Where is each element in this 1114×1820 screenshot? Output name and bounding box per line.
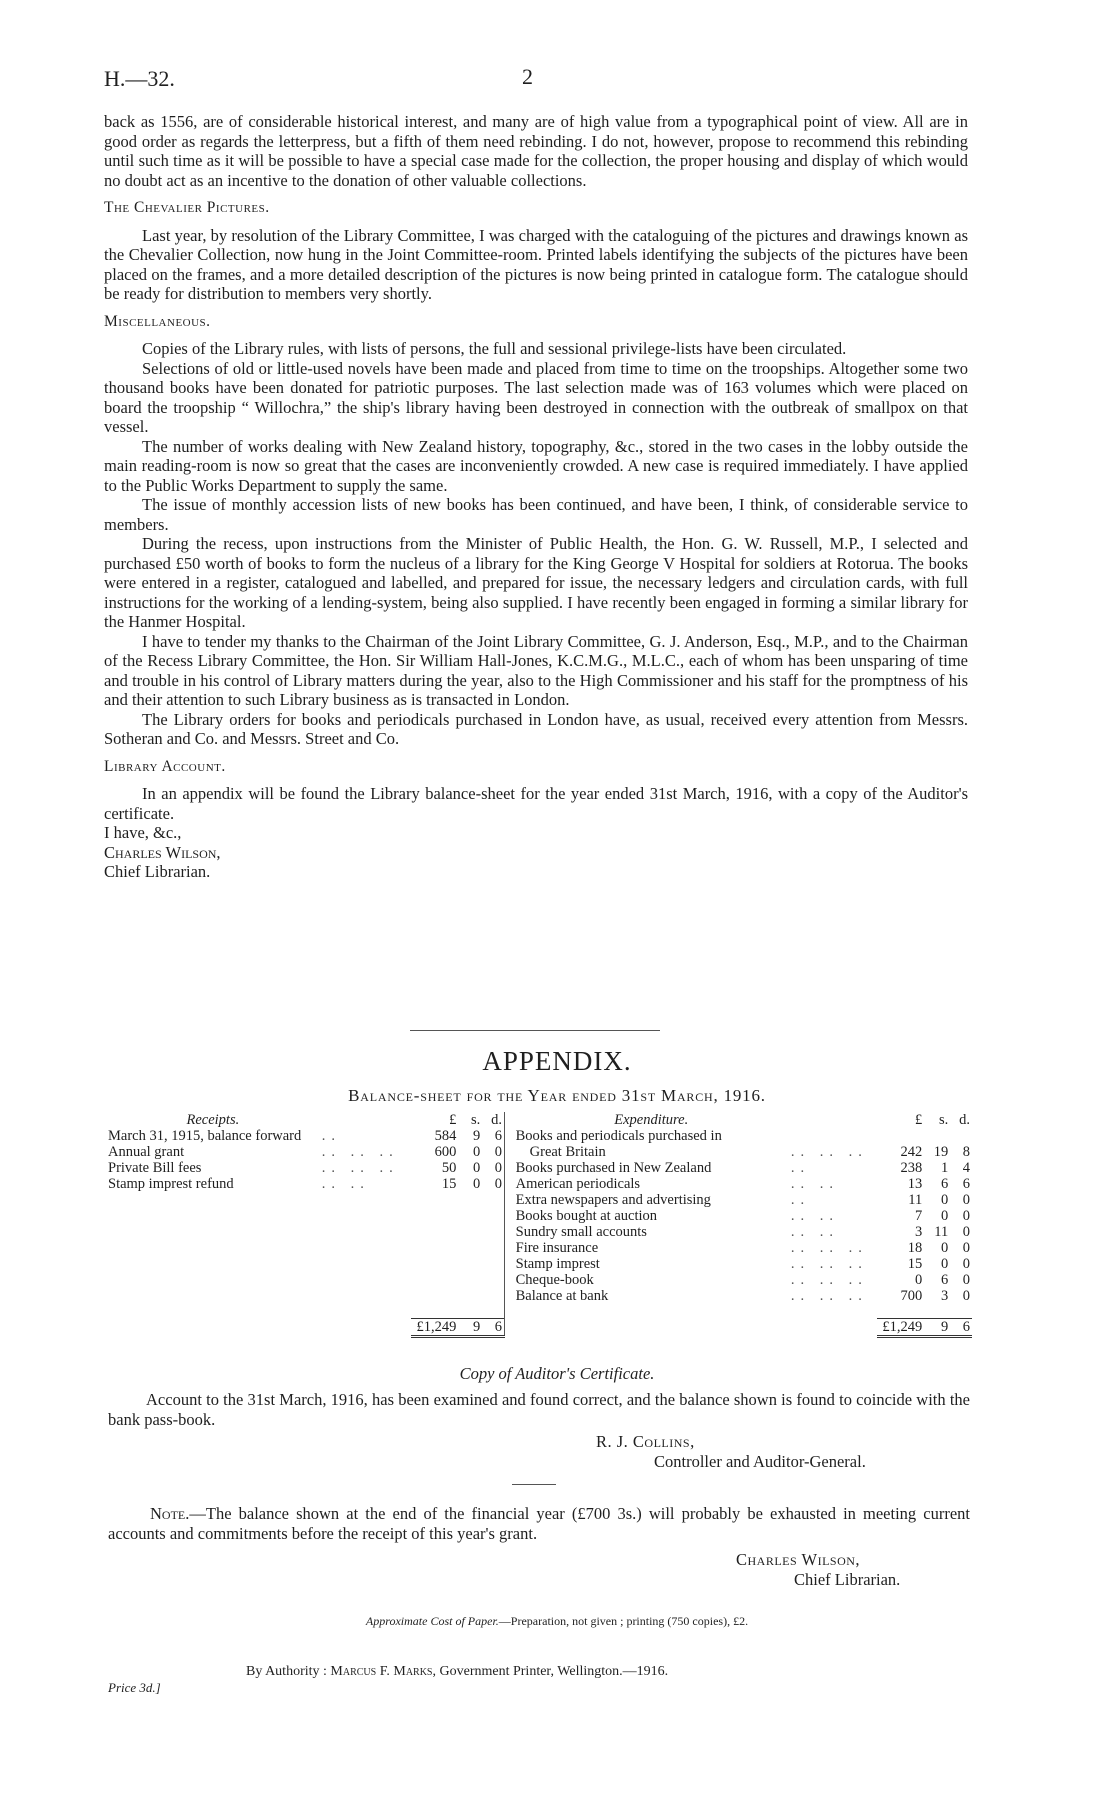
signature-name: Charles Wilson, — [104, 842, 221, 862]
expenditure-pence: 6 — [962, 1176, 970, 1192]
receipt-shillings: 9 — [472, 1128, 481, 1144]
cost-text: —Preparation, not given ; printing (750 copies), £2. — [498, 1614, 749, 1628]
expenditure-shillings: 0 — [941, 1256, 949, 1272]
expenditure-pence — [950, 1128, 972, 1144]
expenditure-label: Fire insurance — [515, 1240, 599, 1256]
leader-dots: .. .. — [790, 1208, 839, 1224]
leader-dots: .. .. — [321, 1176, 370, 1192]
expenditure-shillings — [924, 1128, 950, 1144]
table-row — [106, 1256, 972, 1272]
pound-header: £ — [449, 1112, 457, 1128]
receipts-header: Receipts. — [186, 1112, 240, 1128]
note-signature-title: Chief Librarian. — [794, 1570, 901, 1589]
leader-dots: .. .. .. — [790, 1256, 868, 1272]
expenditure-pounds: 13 — [907, 1176, 923, 1192]
leader-dots: .. .. .. — [321, 1144, 399, 1160]
certificate-title: Copy of Auditor's Certificate. — [459, 1364, 655, 1383]
closing-line: I have, &c., — [104, 823, 182, 842]
balance-sheet-heading: Balance-sheet for the Year ended 31st March, 1916. — [348, 1086, 766, 1105]
paragraph: Selections of old or little-used novels have been made and placed from time to time on the troopships. Altogether some two thousand books have been donated for patriotic purposes. The last selection made was of 163 volumes which were placed on board the troopship “ Willochra,” the ship's library having been destroyed in connection with the outbreak of smallpox on that vessel. — [104, 358, 968, 436]
receipt-label: Private Bill fees — [108, 1160, 202, 1176]
expenditure-shillings: 0 — [941, 1240, 949, 1256]
authority-prefix: By Authority : — [246, 1664, 327, 1679]
leader-dots: .. .. — [790, 1176, 839, 1192]
expenditure-label: Books purchased in New Zealand — [515, 1160, 712, 1176]
expenditure-label: American periodicals — [515, 1176, 641, 1192]
table-row — [106, 1288, 972, 1304]
expenditure-shillings: 0 — [941, 1208, 949, 1224]
receipt-pounds: 600 — [434, 1144, 457, 1160]
expenditure-pounds: 7 — [915, 1208, 923, 1224]
leader-dots: .. — [790, 1160, 811, 1176]
leader-dots — [789, 1128, 877, 1144]
table-row — [106, 1176, 972, 1192]
expenditure-label: Books bought at auction — [515, 1208, 658, 1224]
price: Price 3d.] — [108, 1680, 161, 1695]
cost-label: Approximate Cost of Paper. — [365, 1614, 499, 1628]
expenditure-pounds: 238 — [900, 1160, 923, 1176]
expenditure-pounds: 3 — [915, 1224, 923, 1240]
shilling-header: s. — [470, 1112, 481, 1128]
expenditure-pence: 0 — [962, 1208, 970, 1224]
receipts-total-pounds: £1,249 — [411, 1319, 459, 1337]
pence-header: d. — [491, 1112, 502, 1128]
appendix-title: APPENDIX. — [482, 1046, 632, 1076]
table-row — [106, 1144, 972, 1160]
expenditure-pounds: 18 — [907, 1240, 923, 1256]
receipt-pence: 6 — [494, 1128, 502, 1144]
auditor-name: R. J. Collins, — [596, 1432, 695, 1451]
expenditure-pence: 8 — [962, 1144, 970, 1160]
auditor-title: Controller and Auditor-General. — [654, 1452, 866, 1471]
divider — [512, 1484, 556, 1485]
authority-rest: Government Printer, Wellington.—1916. — [439, 1664, 669, 1679]
receipt-shillings: 0 — [472, 1144, 481, 1160]
leader-dots: .. .. .. — [790, 1272, 868, 1288]
report-body — [104, 112, 968, 882]
paragraph: I have to tender my thanks to the Chairman of the Joint Library Committee, G. J. Anderson, Esq., M.P., and to the Chairman of the Recess Library Committee, the Hon. Sir William Hall-Jones, K.C.M.G., M.L.C., each of whom has been unsparing of time and trouble in his control of Library matters during the year, also to the High Commissioner and his staff for the promptness of his and their attention to such Library business as is transacted in London. — [104, 631, 968, 709]
receipt-label: Annual grant — [108, 1144, 185, 1160]
expenditure-shillings: 6 — [941, 1176, 949, 1192]
receipt-label: March 31, 1915, balance forward — [108, 1128, 302, 1144]
receipt-label: Stamp imprest refund — [108, 1176, 234, 1192]
paragraph: back as 1556, are of considerable historical interest, and many are of high value from a typographical point of view. All are in good order as regards the letterpress, but a fifth of them need rebinding. I do not, however, propose to recommend this rebinding until such time as it will be possible to have a special case made for the collection, the proper housing and display of which would no doubt act as an incentive to the donation of other valuable collections. — [104, 112, 968, 190]
expenditure-pence: 0 — [962, 1224, 970, 1240]
authority-line — [246, 1664, 668, 1680]
divider — [410, 1030, 660, 1031]
paragraph: Last year, by resolution of the Library Committee, I was charged with the cataloguing of the pictures and drawings known as the Chevalier Collection, now hung in the Joint Committee-room. Printed labels identifying the subjects of the pictures have been placed on the frames, and a more detailed description of the pictures is now being printed in catalogue form. The catalogue should be ready for distribution to members very shortly. — [104, 225, 968, 303]
expenditure-label: Extra newspapers and advertising — [515, 1192, 711, 1208]
expenditure-label: Sundry small accounts — [515, 1224, 647, 1240]
table-row — [106, 1272, 972, 1288]
leader-dots: .. .. .. — [790, 1144, 868, 1160]
expenditure-shillings: 19 — [933, 1144, 949, 1160]
leader-dots: .. — [790, 1192, 811, 1208]
receipt-pounds: 50 — [441, 1160, 457, 1176]
expenditure-pounds: 242 — [900, 1144, 923, 1160]
document-id: H.—32. — [104, 66, 175, 91]
expenditure-shillings: 6 — [941, 1272, 949, 1288]
pound-header: £ — [915, 1112, 923, 1128]
expenditure-pounds: 0 — [915, 1272, 923, 1288]
note-paragraph — [108, 1504, 970, 1543]
receipt-pence: 0 — [494, 1160, 502, 1176]
expenditure-pence: 0 — [962, 1272, 970, 1288]
section-heading-miscellaneous: Miscellaneous. — [104, 312, 211, 330]
expenditure-total-pounds: £1,249 — [877, 1319, 925, 1337]
section-heading-chevalier: The Chevalier Pictures. — [104, 199, 270, 216]
expenditure-shillings: 0 — [941, 1192, 949, 1208]
page-number: 2 — [522, 64, 533, 89]
spacer-row — [106, 1304, 972, 1319]
certificate-text: Account to the 31st March, 1916, has been examined and found correct, and the balance shown is found to coincide with the bank pass-book. — [108, 1390, 970, 1429]
receipts-total-shillings: 9 — [458, 1319, 482, 1337]
expenditure-total-pence: 6 — [950, 1319, 972, 1337]
leader-dots: .. .. .. — [790, 1288, 868, 1304]
receipt-pounds: 584 — [434, 1128, 457, 1144]
expenditure-pence: 4 — [962, 1160, 970, 1176]
receipt-pence: 0 — [494, 1144, 502, 1160]
note-text: —The balance shown at the end of the financial year (£700 3s.) will probably be exhausted in meeting current accounts and commitments before the receipt of this year's grant. — [108, 1504, 970, 1543]
expenditure-pounds — [877, 1128, 925, 1144]
receipt-shillings: 0 — [472, 1176, 481, 1192]
expenditure-pence: 0 — [962, 1192, 970, 1208]
table-row — [106, 1160, 972, 1176]
expenditure-shillings: 3 — [941, 1288, 949, 1304]
note-signature-name: Charles Wilson, — [736, 1550, 861, 1569]
receipt-shillings: 0 — [472, 1160, 481, 1176]
expenditure-label: Books and periodicals purchased in — [515, 1128, 722, 1144]
expenditure-label: Cheque-book — [515, 1272, 594, 1288]
paragraph: During the recess, upon instructions from the Minister of Public Health, the Hon. G. W. Russell, M.P., I selected and purchased £50 worth of books to form the nucleus of a library for the King George V Hospital for soldiers at Rotorua. The books were entered in a register, catalogued and labelled, and prepared for issue, the necessary ledgers and circulation cards, with full instructions for the working of a lending-system, being also supplied. I have recently been engaged in forming a similar library for the Hanmer Hospital. — [104, 534, 968, 631]
printer-name: Marcus F. Marks, — [330, 1664, 436, 1679]
leader-dots: .. — [321, 1128, 341, 1144]
table-row — [106, 1208, 972, 1224]
table-row — [106, 1192, 972, 1208]
leader-dots: .. .. — [790, 1224, 839, 1240]
expenditure-pence: 0 — [962, 1288, 970, 1304]
expenditure-total-shillings: 9 — [924, 1319, 950, 1337]
balance-sheet-table — [106, 1112, 972, 1338]
section-heading-library-account: Library Account. — [104, 757, 226, 775]
expenditure-label: Stamp imprest — [515, 1256, 600, 1272]
expenditure-shillings: 1 — [941, 1160, 949, 1176]
cost-of-paper-line — [0, 1614, 1114, 1629]
table-row — [106, 1224, 972, 1240]
paragraph: Copies of the Library rules, with lists of persons, the full and sessional privilege-lists have been circulated. — [142, 339, 847, 358]
expenditure-pence: 0 — [962, 1240, 970, 1256]
table-row — [106, 1128, 972, 1144]
expenditure-shillings: 11 — [934, 1224, 949, 1240]
paragraph: The Library orders for books and periodicals purchased in London have, as usual, received every attention from Messrs. Sotheran and Co. and Messrs. Street and Co. — [104, 709, 968, 748]
expenditure-header: Expenditure. — [614, 1112, 689, 1128]
pence-header: d. — [959, 1112, 970, 1128]
receipt-pence: 0 — [494, 1176, 502, 1192]
paragraph: In an appendix will be found the Library balance-sheet for the year ended 31st March, 1916, with a copy of the Auditor's certificate. — [104, 784, 968, 823]
expenditure-pounds: 15 — [907, 1256, 923, 1272]
leader-dots: .. .. .. — [790, 1240, 868, 1256]
receipts-total-pence: 6 — [482, 1319, 504, 1337]
paragraph: The number of works dealing with New Zealand history, topography, &c., stored in the two cases in the lobby outside the main reading-room is now so great that the cases are inconveniently crowded. A new case is required immediately. I have applied to the Public Works Department to supply the same. — [104, 436, 968, 495]
expenditure-pounds: 700 — [900, 1288, 923, 1304]
table-row — [106, 1240, 972, 1256]
paragraph: The issue of monthly accession lists of new books has been continued, and have been, I think, of considerable service to members. — [104, 495, 968, 534]
receipt-pounds: 15 — [441, 1176, 457, 1192]
note-label: Note. — [150, 1504, 190, 1523]
expenditure-label: Great Britain — [529, 1144, 606, 1160]
leader-dots: .. .. .. — [321, 1160, 399, 1176]
balance-sheet — [106, 1112, 972, 1338]
signature-title: Chief Librarian. — [104, 862, 211, 881]
shilling-header: s. — [938, 1112, 949, 1128]
expenditure-pounds: 11 — [908, 1192, 923, 1208]
expenditure-label: Balance at bank — [515, 1288, 609, 1304]
expenditure-pence: 0 — [962, 1256, 970, 1272]
